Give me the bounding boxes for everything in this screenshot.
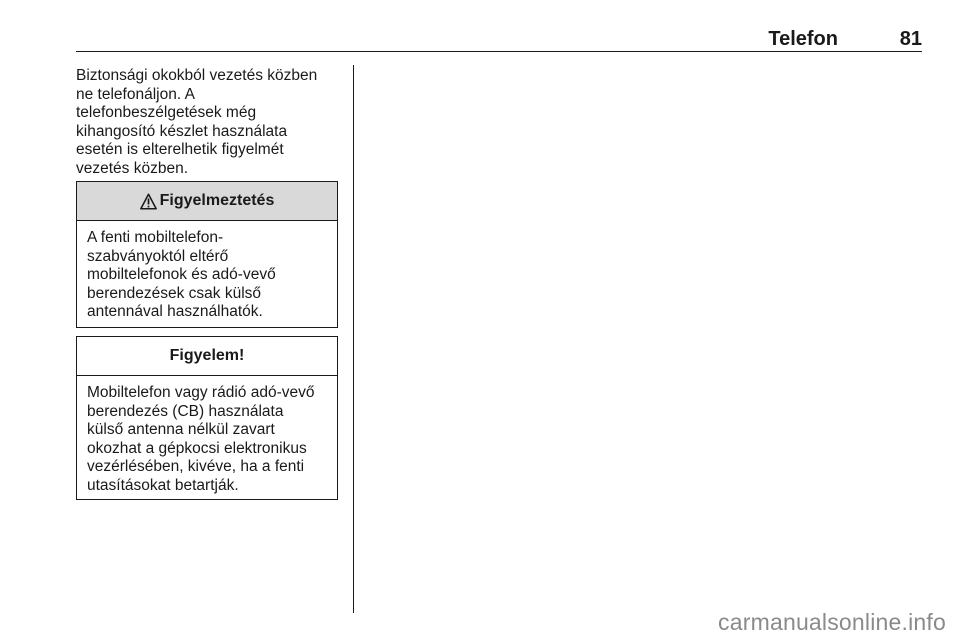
page-header: [76, 28, 922, 50]
intro-paragraph: Biztonsági okokból vezetés közben ne telefonáljon. A telefonbeszélgetések még kihangosító készlet használata esetén is elterelhetik figyelmét vezetés közben.: [76, 67, 318, 177]
caution-box: [76, 336, 338, 500]
caution-box-title: Figyelem!: [169, 347, 245, 364]
caution-box-header: [77, 337, 337, 376]
warning-box-header: [77, 182, 337, 221]
page-number: 81: [899, 28, 922, 50]
warning-box-title: Figyelmeztetés: [159, 192, 275, 209]
header-rule: [76, 51, 922, 52]
header-title: Telefon: [768, 28, 838, 50]
watermark: carmanualsonline.info: [718, 609, 946, 635]
warning-box-body: A fenti mobiltelefon- szabványoktól eltérő mobiltelefonok és adó-vevő berendezések csak külső antennával használhatók.: [87, 229, 276, 321]
caution-box-body: Mobiltelefon vagy rádió adó-vevő berendezés (CB) használata külső antenna nélkül zavart okozhat a gépkocsi elektronikus vezérlésében, kivéve, ha a fenti utasításokat betartják.: [87, 384, 315, 494]
warning-box: [76, 181, 338, 328]
warning-triangle-icon: [140, 193, 157, 210]
column-divider: [353, 65, 354, 613]
